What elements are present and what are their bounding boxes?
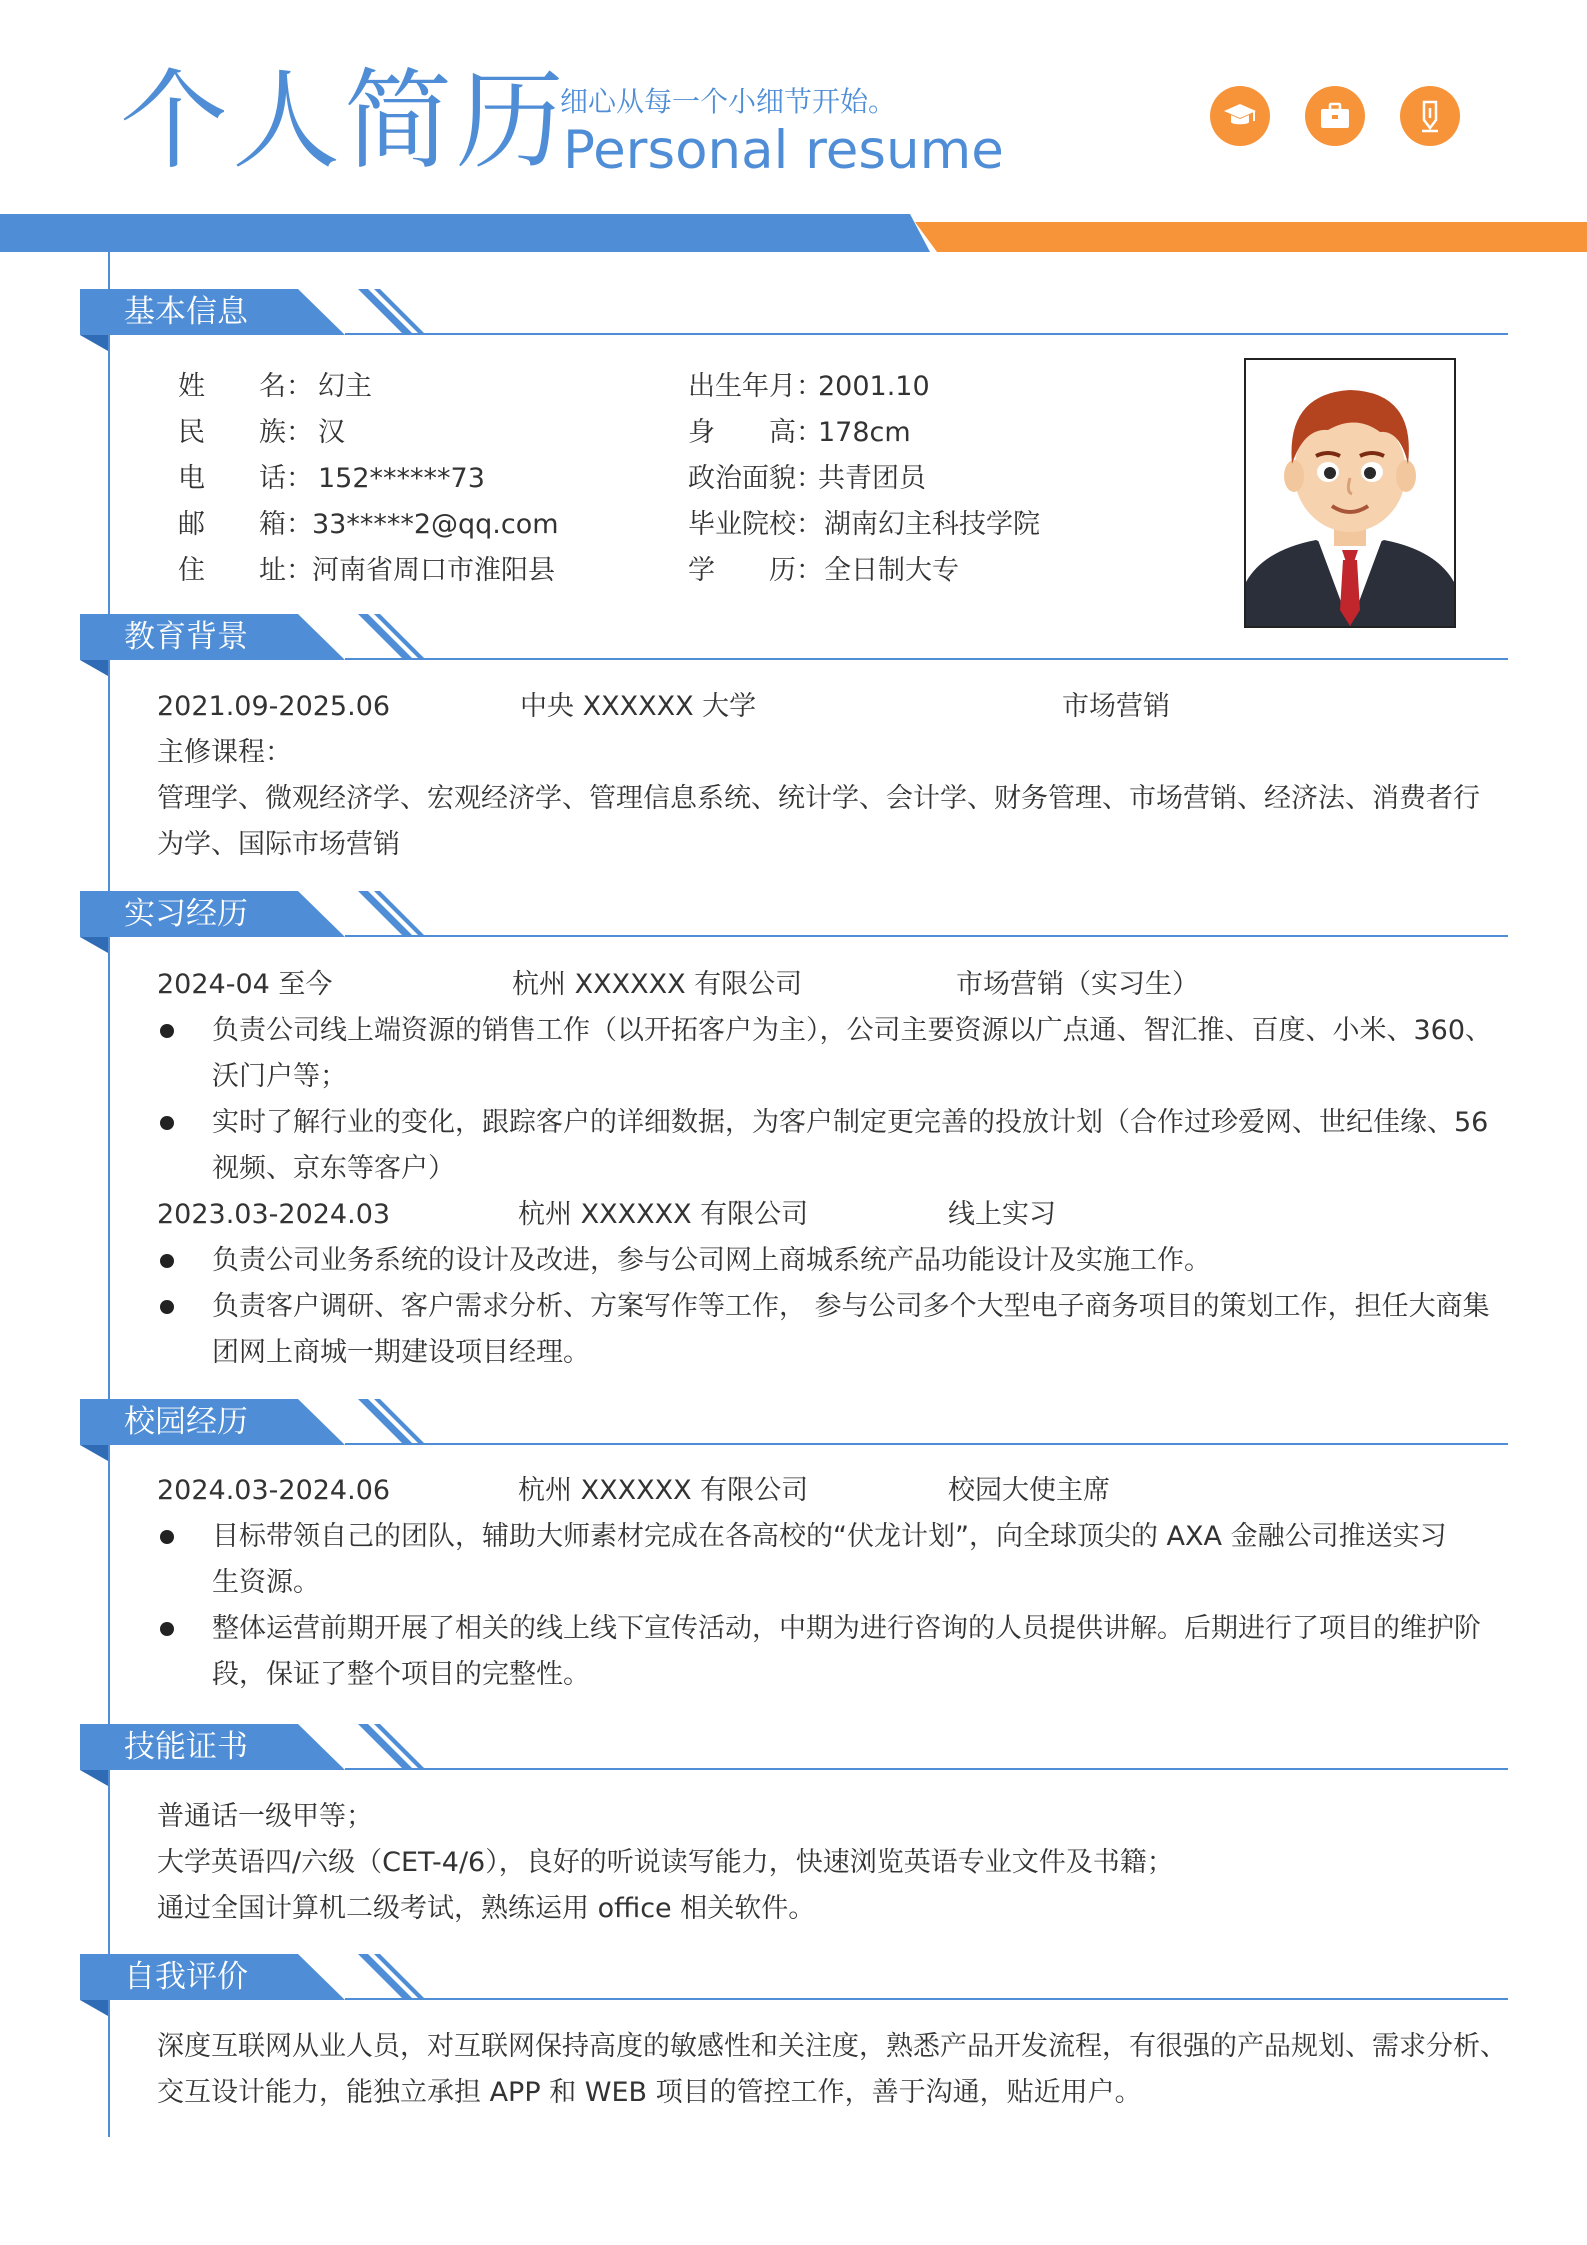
section-header-self-evaluation bbox=[80, 1954, 1508, 2028]
stripes-decoration bbox=[358, 1724, 428, 1770]
courses-label: 主修课程： bbox=[157, 737, 292, 768]
bullet-text: 段，保证了整个项目的完整性。 bbox=[212, 1659, 590, 1690]
info-label: 身 高： bbox=[688, 417, 823, 448]
info-value: 178cm bbox=[818, 417, 911, 448]
bullet-text: 整体运营前期开展了相关的线上线下宣传活动，中期为进行咨询的人员提供讲解。后期进行了项目的维护阶 bbox=[212, 1613, 1481, 1644]
section-title: 自我评价 bbox=[124, 1959, 248, 1995]
section-title: 校园经历 bbox=[124, 1404, 248, 1440]
bullet bbox=[160, 1300, 174, 1314]
stripes-decoration bbox=[358, 614, 428, 660]
bullet-text: 负责公司线上端资源的销售工作（以开拓客户为主），公司主要资源以广点通、智汇推、百度、小米、360、 bbox=[212, 1015, 1493, 1046]
info-label: 姓 名： bbox=[178, 371, 313, 402]
job-role: 市场营销（实习生） bbox=[956, 969, 1199, 1000]
info-value: 33*****2@qq.com bbox=[312, 509, 559, 540]
info-value: 共青团员 bbox=[818, 463, 926, 494]
bullet-text: 实时了解行业的变化，跟踪客户的详细数据，为客户制定更完善的投放计划（合作过珍爱网、世纪佳缘、56 bbox=[212, 1107, 1489, 1138]
bullet bbox=[160, 1116, 174, 1130]
education-school: 中央 XXXXXX 大学 bbox=[520, 691, 757, 722]
info-value: 幻主 bbox=[318, 371, 372, 402]
skill-line: 大学英语四/六级（CET-4/6），良好的听说读写能力，快速浏览英语专业文件及书籍； bbox=[157, 1847, 1174, 1878]
section-header-basic bbox=[80, 289, 1508, 363]
graduation-cap-icon bbox=[1210, 86, 1270, 146]
info-label: 毕业院校： bbox=[688, 509, 823, 540]
bullet-text: 负责公司业务系统的设计及改进，参与公司网上商城系统产品功能设计及实施工作。 bbox=[212, 1245, 1211, 1276]
job-date: 2023.03-2024.03 bbox=[157, 1199, 391, 1230]
briefcase-icon bbox=[1305, 86, 1365, 146]
english-title: Personal resume bbox=[563, 120, 1004, 181]
subtitle: 细心从每一个小细节开始。 bbox=[560, 85, 897, 118]
courses-text: 管理学、微观经济学、宏观经济学、管理信息系统、统计学、会计学、财务管理、市场营销、经济法、消费者行 bbox=[157, 783, 1480, 814]
info-value: 152******73 bbox=[318, 463, 485, 494]
info-value: 汉 bbox=[318, 417, 345, 448]
bullet-text: 目标带领自己的团队，辅助大师素材完成在各高校的“伏龙计划”，向全球顶尖的 AXA 金融公司推送实习 bbox=[212, 1521, 1447, 1552]
education-date: 2021.09-2025.06 bbox=[157, 691, 391, 722]
section-header-education bbox=[80, 614, 1508, 688]
info-label: 邮 箱： bbox=[178, 509, 313, 540]
bullet-text: 视频、京东等客户） bbox=[212, 1153, 455, 1184]
bullet bbox=[160, 1024, 174, 1038]
stripes-decoration bbox=[358, 891, 428, 937]
pen-icon bbox=[1400, 86, 1460, 146]
section-title: 实习经历 bbox=[124, 896, 248, 932]
section-header-internship bbox=[80, 891, 1508, 965]
section-header-campus bbox=[80, 1399, 1508, 1473]
job-company: 杭州 XXXXXX 有限公司 bbox=[518, 1199, 809, 1230]
header-band-blue bbox=[0, 214, 930, 252]
skill-line: 通过全国计算机二级考试，熟练运用 office 相关软件。 bbox=[157, 1893, 816, 1924]
page-title: 个人简历 bbox=[120, 59, 569, 184]
section-title: 基本信息 bbox=[124, 294, 248, 330]
job-company: 杭州 XXXXXX 有限公司 bbox=[512, 969, 803, 1000]
info-label: 政治面貌： bbox=[688, 463, 823, 494]
info-label: 出生年月： bbox=[688, 371, 823, 402]
campus-company: 杭州 XXXXXX 有限公司 bbox=[518, 1475, 809, 1506]
education-major: 市场营销 bbox=[1062, 691, 1170, 722]
info-value: 全日制大专 bbox=[824, 555, 959, 586]
info-value: 湖南幻主科技学院 bbox=[824, 509, 1040, 540]
stripes-decoration bbox=[358, 1954, 428, 2000]
info-value: 2001.10 bbox=[818, 371, 930, 402]
bullet bbox=[160, 1530, 174, 1544]
section-title: 技能证书 bbox=[124, 1729, 248, 1765]
bullet-text: 团网上商城一期建设项目经理。 bbox=[212, 1337, 590, 1368]
section-header-skills bbox=[80, 1724, 1508, 1798]
info-label: 学 历： bbox=[688, 555, 823, 586]
info-label: 电 话： bbox=[178, 463, 313, 494]
stripes-decoration bbox=[358, 1399, 428, 1445]
timeline-line bbox=[108, 252, 110, 2137]
bullet-text: 负责客户调研、客户需求分析、方案写作等工作， 参与公司多个大型电子商务项目的策划工作，担任大商集 bbox=[212, 1291, 1490, 1322]
info-value: 河南省周口市淮阳县 bbox=[312, 555, 555, 586]
bullet bbox=[160, 1622, 174, 1636]
self-evaluation-text: 交互设计能力，能独立承担 APP 和 WEB 项目的管控工作，善于沟通，贴近用户。 bbox=[157, 2077, 1142, 2108]
section-title: 教育背景 bbox=[124, 619, 248, 655]
campus-role: 校园大使主席 bbox=[948, 1475, 1110, 1506]
job-date: 2024-04 至今 bbox=[157, 969, 333, 1000]
job-role: 线上实习 bbox=[948, 1199, 1056, 1230]
skill-line: 普通话一级甲等； bbox=[157, 1801, 373, 1832]
self-evaluation-text: 深度互联网从业人员，对互联网保持高度的敏感性和关注度，熟悉产品开发流程，有很强的产品规划、需求分析、 bbox=[157, 2031, 1507, 2062]
info-label: 民 族： bbox=[178, 417, 313, 448]
bullet-text: 沃门户等； bbox=[212, 1061, 347, 1092]
info-label: 住 址： bbox=[178, 555, 313, 586]
bullet-text: 生资源。 bbox=[212, 1567, 320, 1598]
stripes-decoration bbox=[358, 289, 428, 335]
avatar bbox=[1244, 358, 1456, 628]
bullet bbox=[160, 1254, 174, 1268]
campus-date: 2024.03-2024.06 bbox=[157, 1475, 391, 1506]
header-band-orange bbox=[915, 222, 1587, 252]
courses-text: 为学、国际市场营销 bbox=[157, 829, 400, 860]
